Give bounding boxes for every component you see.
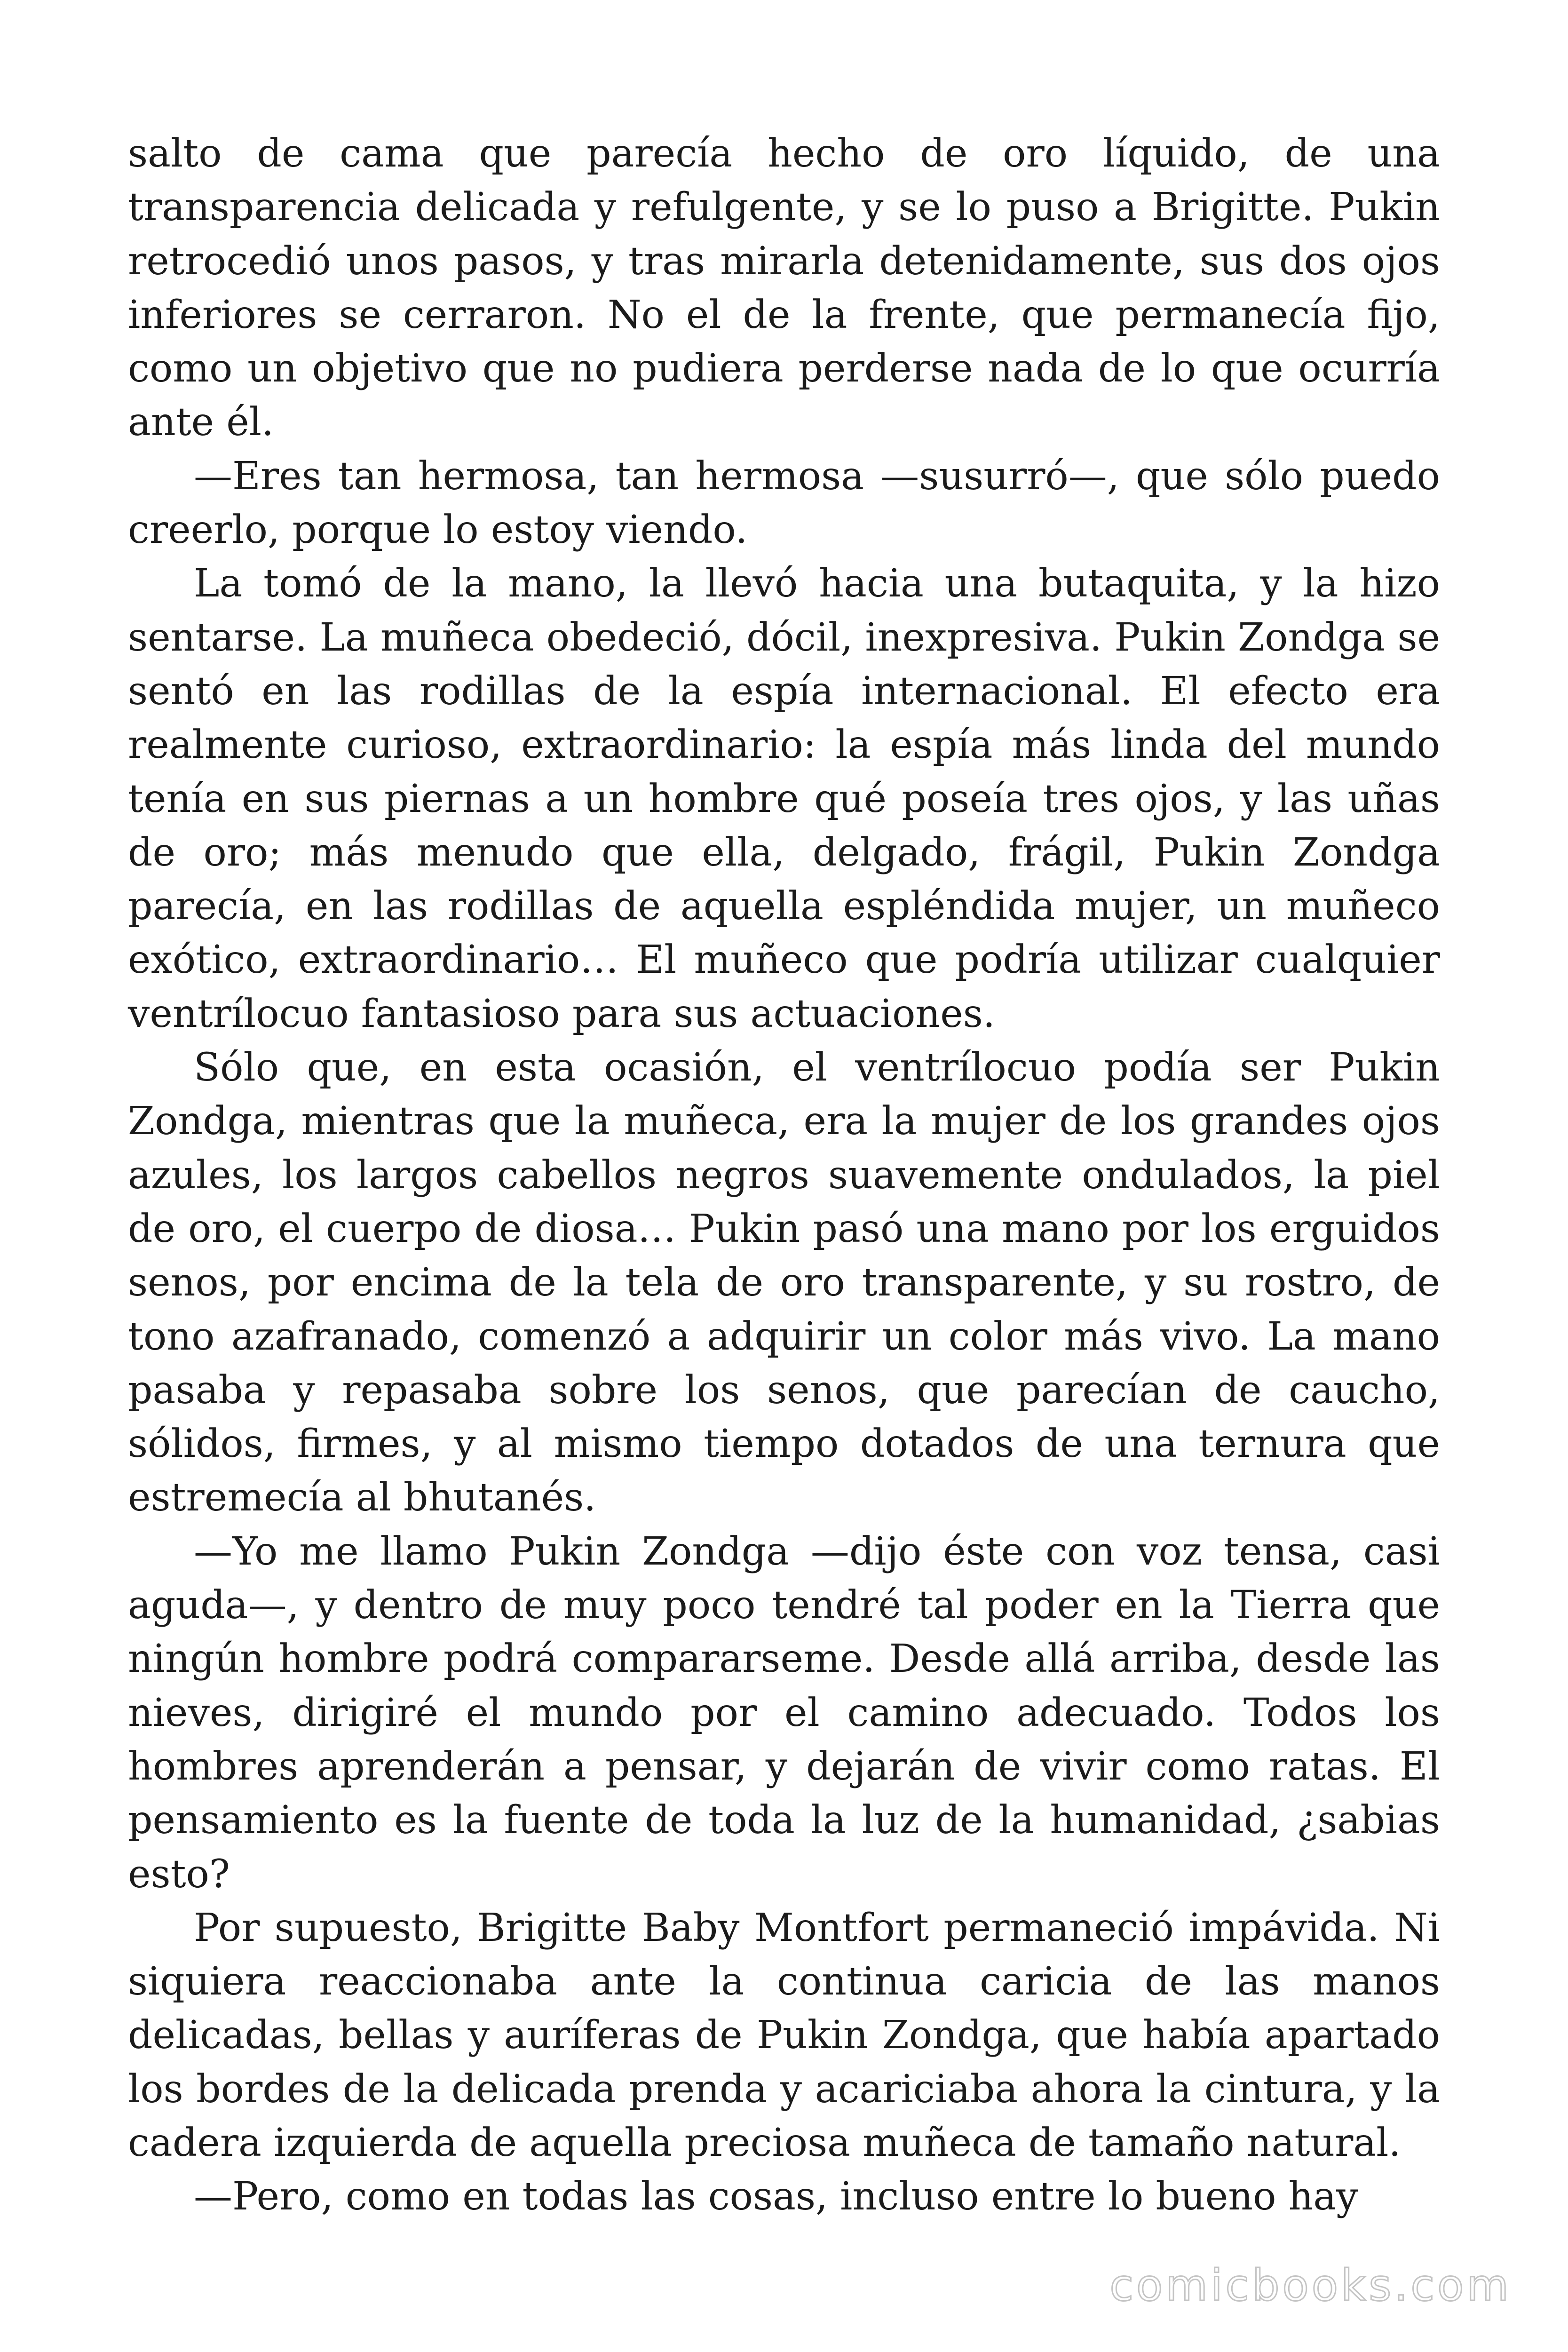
paragraph: Sólo que, en esta ocasión, el ventrílocuo podía ser Pukin Zondga, mientras que la muñeca, era la mujer de los grandes ojos azules, los largos cabellos negros suavemente ondulados, la piel de oro, el cuerpo de diosa… Pukin pasó una mano por los erguidos senos, por encima de la tela de oro transparente, y su rostro, de tono azafranado, comenzó a adquirir un color más vivo. La mano pasaba y repasaba sobre los senos, que parecían de caucho, sólidos, firmes, y al mismo tiempo dotados de una ternura que estremecía al bhutanés. <box>128 1045 1440 1520</box>
watermark: comicbooks.com <box>1109 2260 1512 2311</box>
paragraph: —Eres tan hermosa, tan hermosa —susurró—, que sólo puedo creerlo, porque lo estoy viendo. <box>128 453 1440 553</box>
body-text <box>128 127 1440 2224</box>
paragraph: La tomó de la mano, la llevó hacia una butaquita, y la hizo sentarse. La muñeca obedeció, dócil, inexpresiva. Pukin Zondga se sentó en las rodillas de la espía internacional. El efecto era realmente curioso, extraordinario: la espía más linda del mundo tenía en sus piernas a un hombre qué poseía tres ojos, y las uñas de oro; más menudo que ella, delgado, frágil, Pukin Zondga parecía, en las rodillas de aquella espléndida mujer, un muñeco exótico, extraordinario… El muñeco que podría utilizar cualquier ventrílocuo fantasioso para sus actuaciones. <box>128 561 1440 1036</box>
paragraph: Por supuesto, Brigitte Baby Montfort permaneció impávida. Ni siquiera reaccionaba ante la continua caricia de las manos delicadas, bellas y auríferas de Pukin Zondga, que había apartado los bordes de la delicada prenda y acariciaba ahora la cintura, y la cadera izquierda de aquella preciosa muñeca de tamaño natural. <box>128 1905 1440 2165</box>
paragraph: —Yo me llamo Pukin Zondga —dijo éste con voz tensa, casi aguda—, y dentro de muy poco tendré tal poder en la Tierra que ningún hombre podrá compararseme. Desde allá arriba, desde las nieves, dirigiré el mundo por el camino adecuado. Todos los hombres aprenderán a pensar, y dejarán de vivir como ratas. El pensamiento es la fuente de toda la luz de la humanidad, ¿sabias esto? <box>128 1529 1440 1897</box>
paragraph: —Pero, como en todas las cosas, incluso entre lo bueno hay <box>194 2174 1358 2219</box>
paragraph: salto de cama que parecía hecho de oro líquido, de una transparencia delicada y refulgente, y se lo puso a Brigitte. Pukin retrocedió unos pasos, y tras mirarla detenidamente, sus dos ojos inferiores se cerraron. No el de la frente, que permanecía fijo, como un objetivo que no pudiera perderse nada de lo que ocurría ante él. <box>128 131 1440 445</box>
